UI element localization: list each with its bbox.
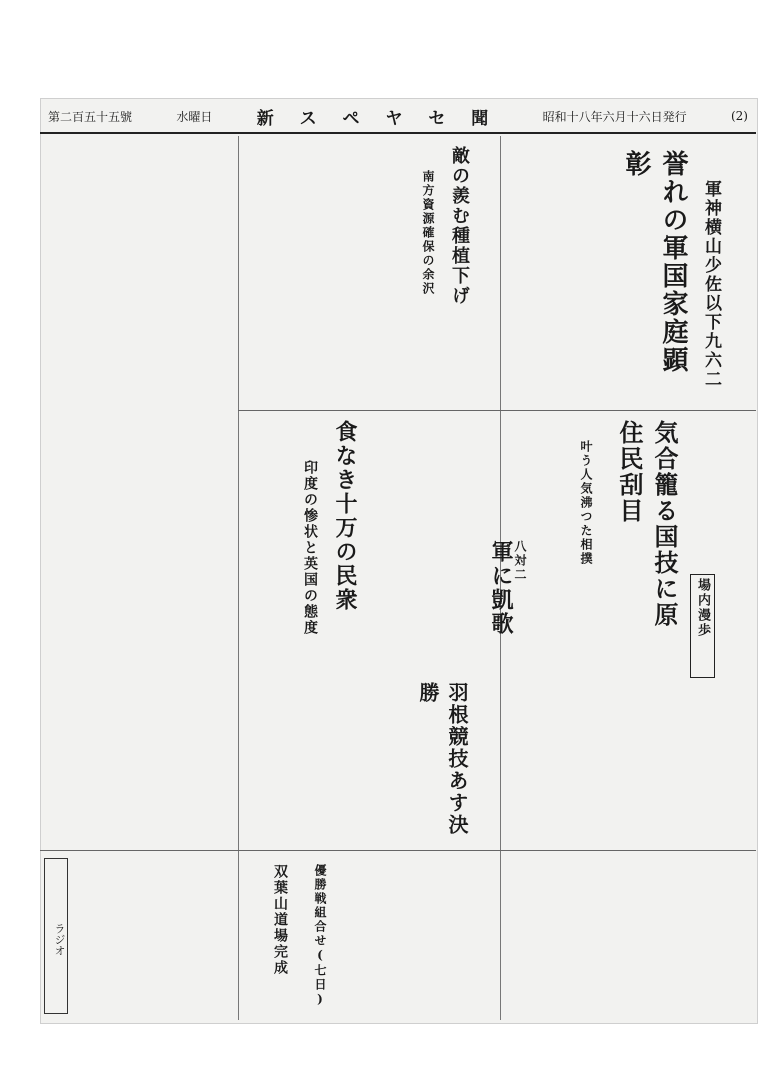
- headline-sumo: 気合籠る国技に原住民刮目: [615, 420, 679, 628]
- radio-listing-box: ラジオ: [44, 858, 68, 1014]
- section-rule: [500, 410, 756, 411]
- body-military-family: [512, 146, 658, 402]
- column-rule: [238, 136, 239, 1020]
- headline-futaba: 双葉山道場完成: [272, 864, 288, 976]
- headline-yusho: 優勝戦組合せ(七日): [313, 864, 327, 1008]
- subhead-army-victory: 八対二: [513, 540, 527, 582]
- headline-army-victory: 軍に凱歌: [488, 540, 514, 636]
- issue-number: 第二百五十五號: [48, 109, 133, 124]
- headline-hane: 羽根競技あす決勝: [416, 682, 469, 836]
- subhead-military-family: 軍神横山少佐以下九六二: [701, 180, 721, 389]
- headline-military-family: 誉れの軍国家庭顕彰: [621, 150, 688, 374]
- weekday: 水曜日: [176, 109, 213, 124]
- publication-date: 昭和十八年六月十六日発行: [542, 109, 687, 124]
- masthead-strip: [40, 100, 756, 134]
- subhead-hunger: 印度の惨状と英国の態度: [302, 460, 318, 636]
- subhead-sumo: 叶う人気沸つた相撲: [579, 440, 593, 566]
- headline-hunger: 食なき十万の民衆: [332, 420, 358, 612]
- page-number: (2): [730, 109, 748, 123]
- section-rule: [40, 850, 756, 851]
- headline-ring-section: 場内漫歩: [690, 574, 715, 678]
- paper-title: 新 ス ペ ヤ セ 聞: [256, 108, 499, 129]
- headline-tanega: 敵の羨む種植下げ: [449, 146, 470, 306]
- subhead-tanega: 南方資源確保の余沢: [421, 170, 435, 296]
- section-rule: [238, 410, 500, 411]
